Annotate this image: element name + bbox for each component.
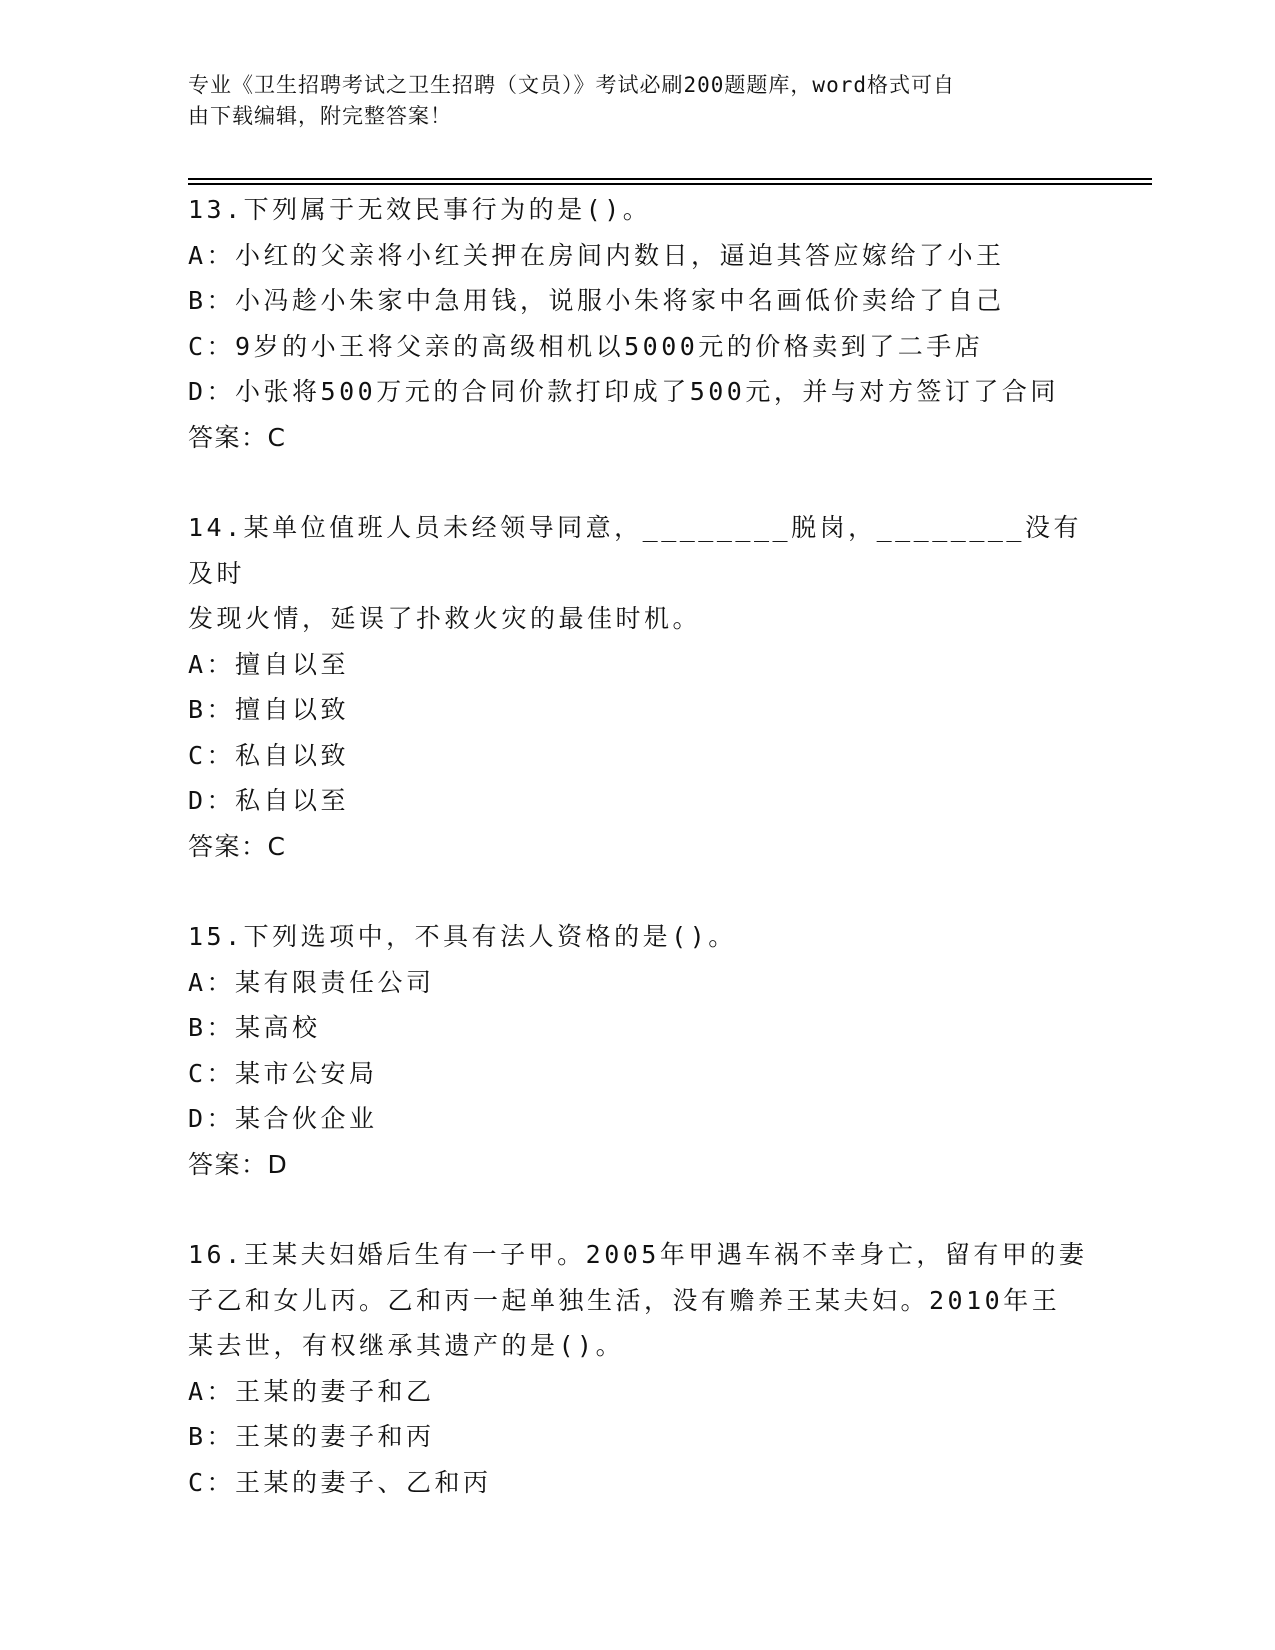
option-b: B：某高校 xyxy=(188,1013,321,1042)
option-a: A：某有限责任公司 xyxy=(188,967,435,997)
option-a: A：王某的妻子和乙 xyxy=(188,1376,435,1406)
header-line-2: 由下载编辑，附完整答案！ xyxy=(188,104,452,128)
header-divider-bottom xyxy=(188,183,1152,185)
option-c: C：某市公安局 xyxy=(188,1058,378,1088)
option-c: C：王某的妻子、乙和丙 xyxy=(188,1467,492,1497)
question-text: 15.下列选项中，不具有法人资格的是()。 xyxy=(188,922,737,951)
question-text: 16.王某夫妇婚后生有一子甲。2005年甲遇车祸不幸身亡，留有甲的妻 xyxy=(188,1240,1088,1269)
question-list xyxy=(188,187,1088,1550)
question-text: 14.某单位值班人员未经领导同意，________脱岗，________没有及时 xyxy=(188,513,1082,588)
option-d: D：私自以至 xyxy=(188,786,350,815)
question-13 xyxy=(188,187,1088,460)
option-d: D：某合伙企业 xyxy=(188,1104,378,1133)
document-header xyxy=(188,70,1068,132)
answer: 答案：D xyxy=(188,1149,289,1179)
question-text: 发现火情，延误了扑救火灾的最佳时机。 xyxy=(188,604,702,633)
question-14 xyxy=(188,505,1088,869)
question-16 xyxy=(188,1232,1088,1505)
option-a: A：擅自以至 xyxy=(188,649,350,679)
question-text: 某去世，有权继承其遗产的是()。 xyxy=(188,1331,625,1360)
option-c: C：9岁的小王将父亲的高级相机以5000元的价格卖到了二手店 xyxy=(188,331,984,361)
question-text: 13.下列属于无效民事行为的是()。 xyxy=(188,195,652,224)
question-text: 子乙和女儿丙。乙和丙一起单独生活，没有赡养王某夫妇。2010年王 xyxy=(188,1285,1061,1315)
option-a: A：小红的父亲将小红关押在房间内数日，逼迫其答应嫁给了小王 xyxy=(188,240,1005,270)
option-c: C：私自以致 xyxy=(188,740,350,770)
option-b: B：小冯趁小朱家中急用钱，说服小朱将家中名画低价卖给了自己 xyxy=(188,286,1005,315)
question-15 xyxy=(188,914,1088,1187)
option-b: B：王某的妻子和丙 xyxy=(188,1422,435,1451)
header-divider-top xyxy=(188,178,1152,180)
answer: 答案：C xyxy=(188,831,287,861)
header-line-1: 专业《卫生招聘考试之卫生招聘（文员）》考试必刷200题题库，word格式可自 xyxy=(188,73,955,97)
option-d: D：小张将500万元的合同价款打印成了500元，并与对方签订了合同 xyxy=(188,377,1059,406)
option-b: B：擅自以致 xyxy=(188,695,350,724)
answer: 答案：C xyxy=(188,422,287,452)
